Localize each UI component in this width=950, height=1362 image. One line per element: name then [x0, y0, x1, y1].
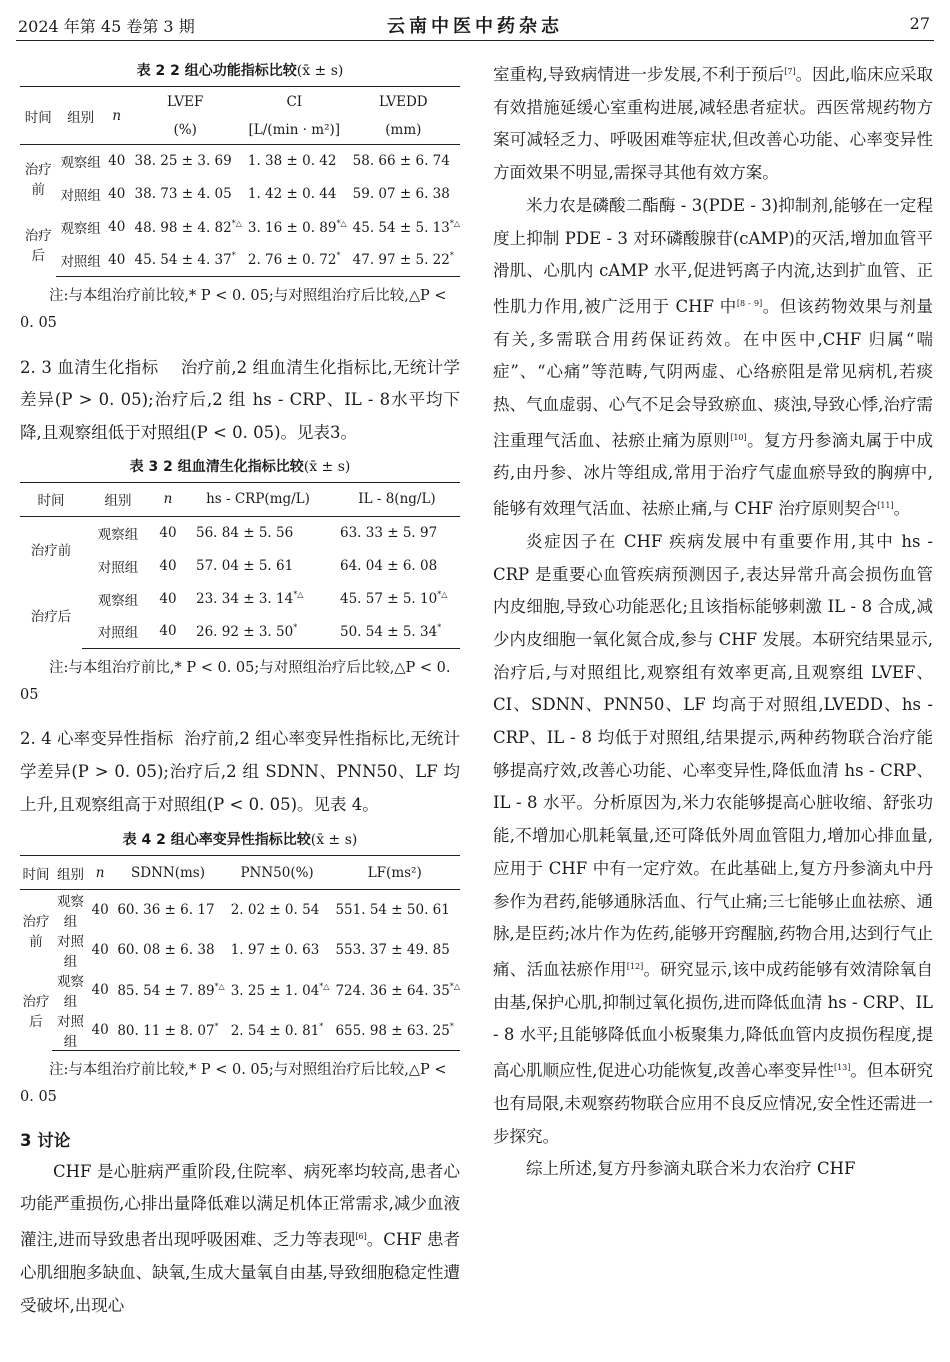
time-after: 治疗后: [22, 994, 50, 1031]
table4: [20, 855, 460, 1051]
table3: [20, 482, 460, 649]
conclusion-paragraph: 综上所述,复方丹参滴丸联合米力农治疗 CHF: [526, 1159, 856, 1179]
time-before: 治疗前: [24, 161, 52, 198]
discussion-paragraph-1: 室重构,导致病情进一步发展,不利于预后[7]。因此,临床应采取有效措施延缓心室重构进展,减轻患者症状。西医常规药物方案可减轻乏力、呼吸困难等症状,但改善心功能、心率变异性方面效果不明显,需探寻其他有效方案。: [493, 65, 933, 183]
table-row: 治疗后 观察组 40 23. 34 ± 3. 14*△ 45. 57 ± 5. 10*△: [20, 582, 460, 615]
th-group: 组别: [56, 87, 104, 145]
citation: [8 - 9]: [736, 298, 763, 308]
table-row: 治疗前 观察组 40 60. 36 ± 6. 17 2. 02 ± 0. 54 551. 54 ± 50. 61: [20, 890, 460, 931]
table4-note: 注:与本组治疗前比较,* P < 0. 05;与对照组治疗后比较,△P < 0. 05: [20, 1062, 447, 1106]
citation: [6]: [355, 1232, 367, 1242]
th-lvef: LVEF: [129, 87, 242, 117]
table-row: 对照组 40 26. 92 ± 3. 50* 50. 54 ± 5. 34*: [20, 615, 460, 648]
th-time: 时间: [20, 87, 56, 145]
th-ci-unit: [L/(min · m²)]: [242, 117, 347, 145]
section-3-paragraph: CHF 是心脏病严重阶段,住院率、病死率均较高,患者心功能严重损伤,心排出量降低难以满足机体正常需求,减少血液灌注,进而导致患者出现呼吸困难、乏力等表现[6]。CHF 患者心肌细胞多缺血、缺氧,生成大量氧自由基,导致细胞稳定性遭受破坏,出现心: [20, 1161, 460, 1315]
section-3-heading: 3 讨论: [20, 1130, 71, 1150]
section-2-4: 2. 4 心率变异性指标 治疗前,2 组心率变异性指标比,无统计学差异(P > 0. 05);治疗后,2 组 SDNN、PNN50、LF 均上升,且观察组高于对照组(P < 0. 05)。见表 4。: [20, 729, 461, 814]
th-lvedd-unit: (mm): [347, 117, 460, 145]
table-row: 治疗前 观察组 40 38. 25 ± 3. 69 1. 38 ± 0. 42 58. 66 ± 6. 74: [20, 145, 460, 178]
citation: [7]: [784, 67, 796, 76]
th-n: n: [105, 87, 129, 145]
discussion-paragraph-2: 米力农是磷酸二酯酶 - 3(PDE - 3)抑制剂,能够在一定程度上抑制 PDE - 3 对环磷酸腺苷(cAMP)的灭活,增加血管平滑肌、心肌内 cAMP 水平,促进钙离子内流,达到扩血管、正性肌力作用,被广泛用于 CHF 中[8 - 9]。但该药物效果与剂量有关,多需联合用药保证药效。在中医中,CHF 归属“喘症”、“心痛”等范畴,气阴两虚、心络瘀阻是常见病机,若痰热、气血虚弱、心气不足会导致瘀血、痰浊,导致心悸,治疗需注重理气活血、祛瘀止痛为原则[10]。复方丹参滴丸属于中成药,由丹参、冰片等组成,常用于治疗气虚血瘀导致的胸痹中,能够有效理气活血、祛瘀止痛,与 CHF 治疗原则契合[11]。: [493, 195, 934, 519]
th-sdnn: SDNN(ms): [111, 856, 224, 890]
th-n: n: [89, 856, 111, 890]
table-row: 对照组 40 45. 54 ± 4. 37* 2. 76 ± 0. 72* 47. 97 ± 5. 22*: [20, 244, 460, 277]
table-row: 对照组 40 38. 73 ± 4. 05 1. 42 ± 0. 44 59. 07 ± 6. 38: [60, 186, 450, 204]
table4-caption: 表 4 2 组心率变异性指标比较(x̄ ± s): [122, 832, 358, 849]
th-group: 组别: [82, 482, 154, 516]
th-group: 组别: [52, 856, 89, 890]
th-lvef-unit: (%): [129, 117, 242, 145]
th-il8: IL - 8(ng/L): [334, 482, 460, 516]
table3-caption: 表 3 2 组血清生化指标比较(x̄ ± s): [129, 458, 351, 475]
table-row: 治疗前 观察组 40 56. 84 ± 5. 56 63. 33 ± 5. 97: [20, 516, 460, 549]
table2-caption: 表 2 2 组心功能指标比较(x̄ ± s): [136, 63, 344, 79]
time-after: 治疗后: [30, 609, 72, 626]
page-number: 27: [909, 14, 930, 33]
th-ci: CI: [242, 87, 347, 117]
th-n: n: [154, 482, 182, 516]
table-row: 治疗后 观察组 40 85. 54 ± 7. 89*△ 3. 25 ± 1. 04*△ 724. 36 ± 64. 35*△: [20, 970, 460, 1010]
table-row: 对照组 40 80. 11 ± 8. 07* 2. 54 ± 0. 81* 655. 98 ± 63. 25*: [20, 1010, 460, 1051]
table3-note: 注:与本组治疗前比,* P < 0. 05;与对照组治疗后比较,△P < 0. 05: [20, 659, 451, 703]
table-row: 对照组 40 57. 04 ± 5. 61 64. 04 ± 6. 08: [97, 557, 438, 576]
citation: [12]: [626, 961, 644, 971]
running-header: [16, 8, 934, 41]
th-crp: hs - CRP(mg/L): [182, 482, 334, 516]
journal-title: 云南中医中药杂志: [387, 16, 563, 37]
citation: [10]: [730, 432, 747, 442]
th-time: 时间: [20, 482, 82, 516]
table-row: 治疗后 观察组 40 48. 98 ± 4. 82*△ 3. 16 ± 0. 89*△ 45. 54 ± 5. 13*△: [20, 211, 460, 244]
time-after: 治疗后: [24, 227, 52, 264]
th-lvedd: LVEDD: [347, 87, 460, 117]
th-time: 时间: [20, 856, 52, 890]
table-row: 对照组 40 60. 08 ± 6. 38 1. 97 ± 0. 63 553. 37 ± 49. 85: [57, 934, 450, 971]
right-column: [493, 56, 933, 1186]
citation: [13]: [833, 1063, 851, 1073]
table2: [20, 86, 460, 277]
citation: [11]: [877, 501, 894, 511]
issue-info: 2024 年第 45 卷第 3 期: [18, 17, 195, 36]
time-before: 治疗前: [22, 914, 50, 951]
time-before: 治疗前: [30, 543, 72, 560]
table2-note: 注:与本组治疗前比较,* P < 0. 05;与对照组治疗后比较,△P < 0. 05: [20, 288, 447, 331]
discussion-paragraph-3: 炎症因子在 CHF 疾病发展中有重要作用,其中 hs - CRP 是重要心血管疾病预测因子,表达异常升高会损伤血管内皮细胞,导致心功能恶化;且该指标能够刺激 IL - 8 合成,减少内皮细胞一氧化氮合成,参与 CHF 发展。本研究结果显示,治疗后,与对照组比,观察组有效率更高,且观察组 LVEF、CI、SDNN、PNN50、LF 均高于对照组,LVEDD、hs - CRP、IL - 8 均低于对照组,结果提示,两种药物联合治疗能够提高疗效,改善心功能、心率变异性,降低血清 hs - CRP、IL - 8 水平。分析原因为,米力农能够提高心脏收缩、舒张功能,不增加心肌耗氧量,还可降低外周血管阻力,增加心排血量,应用于 CHF 中有一定疗效。在此基础上,复方丹参滴丸中丹参作为君药,能够通脉活血、行气止痛;三七能够止血祛瘀、通脉,是臣药;冰片作为佐药,能够开窍醒脑,药物合用,达到行气止痛、活血祛瘀作用[12]。研究显示,该中成药能够有效清除氧自由基,保护心肌,抑制过氧化损伤,进而降低血清 hs - CRP、IL - 8 水平;且能够降低血小板聚集力,降低血管内皮损伤程度,提高心肌顺应性,促进心功能恢复,改善心率变异性[13]。但本研究也有局限,未观察药物联合应用不良反应情况,安全性还需进一步探究。: [493, 531, 933, 1146]
th-lf: LF(ms²): [329, 856, 460, 890]
th-pnn50: PNN50(%): [225, 856, 330, 890]
left-column: [20, 56, 460, 1322]
section-2-3: 2. 3 血清生化指标 治疗前,2 组血清生化指标比,无统计学差异(P > 0. 05);治疗后,2 组 hs - CRP、IL - 8水平均下降,且观察组低于对照组(P < 0. 05)。见表3。: [20, 357, 461, 442]
